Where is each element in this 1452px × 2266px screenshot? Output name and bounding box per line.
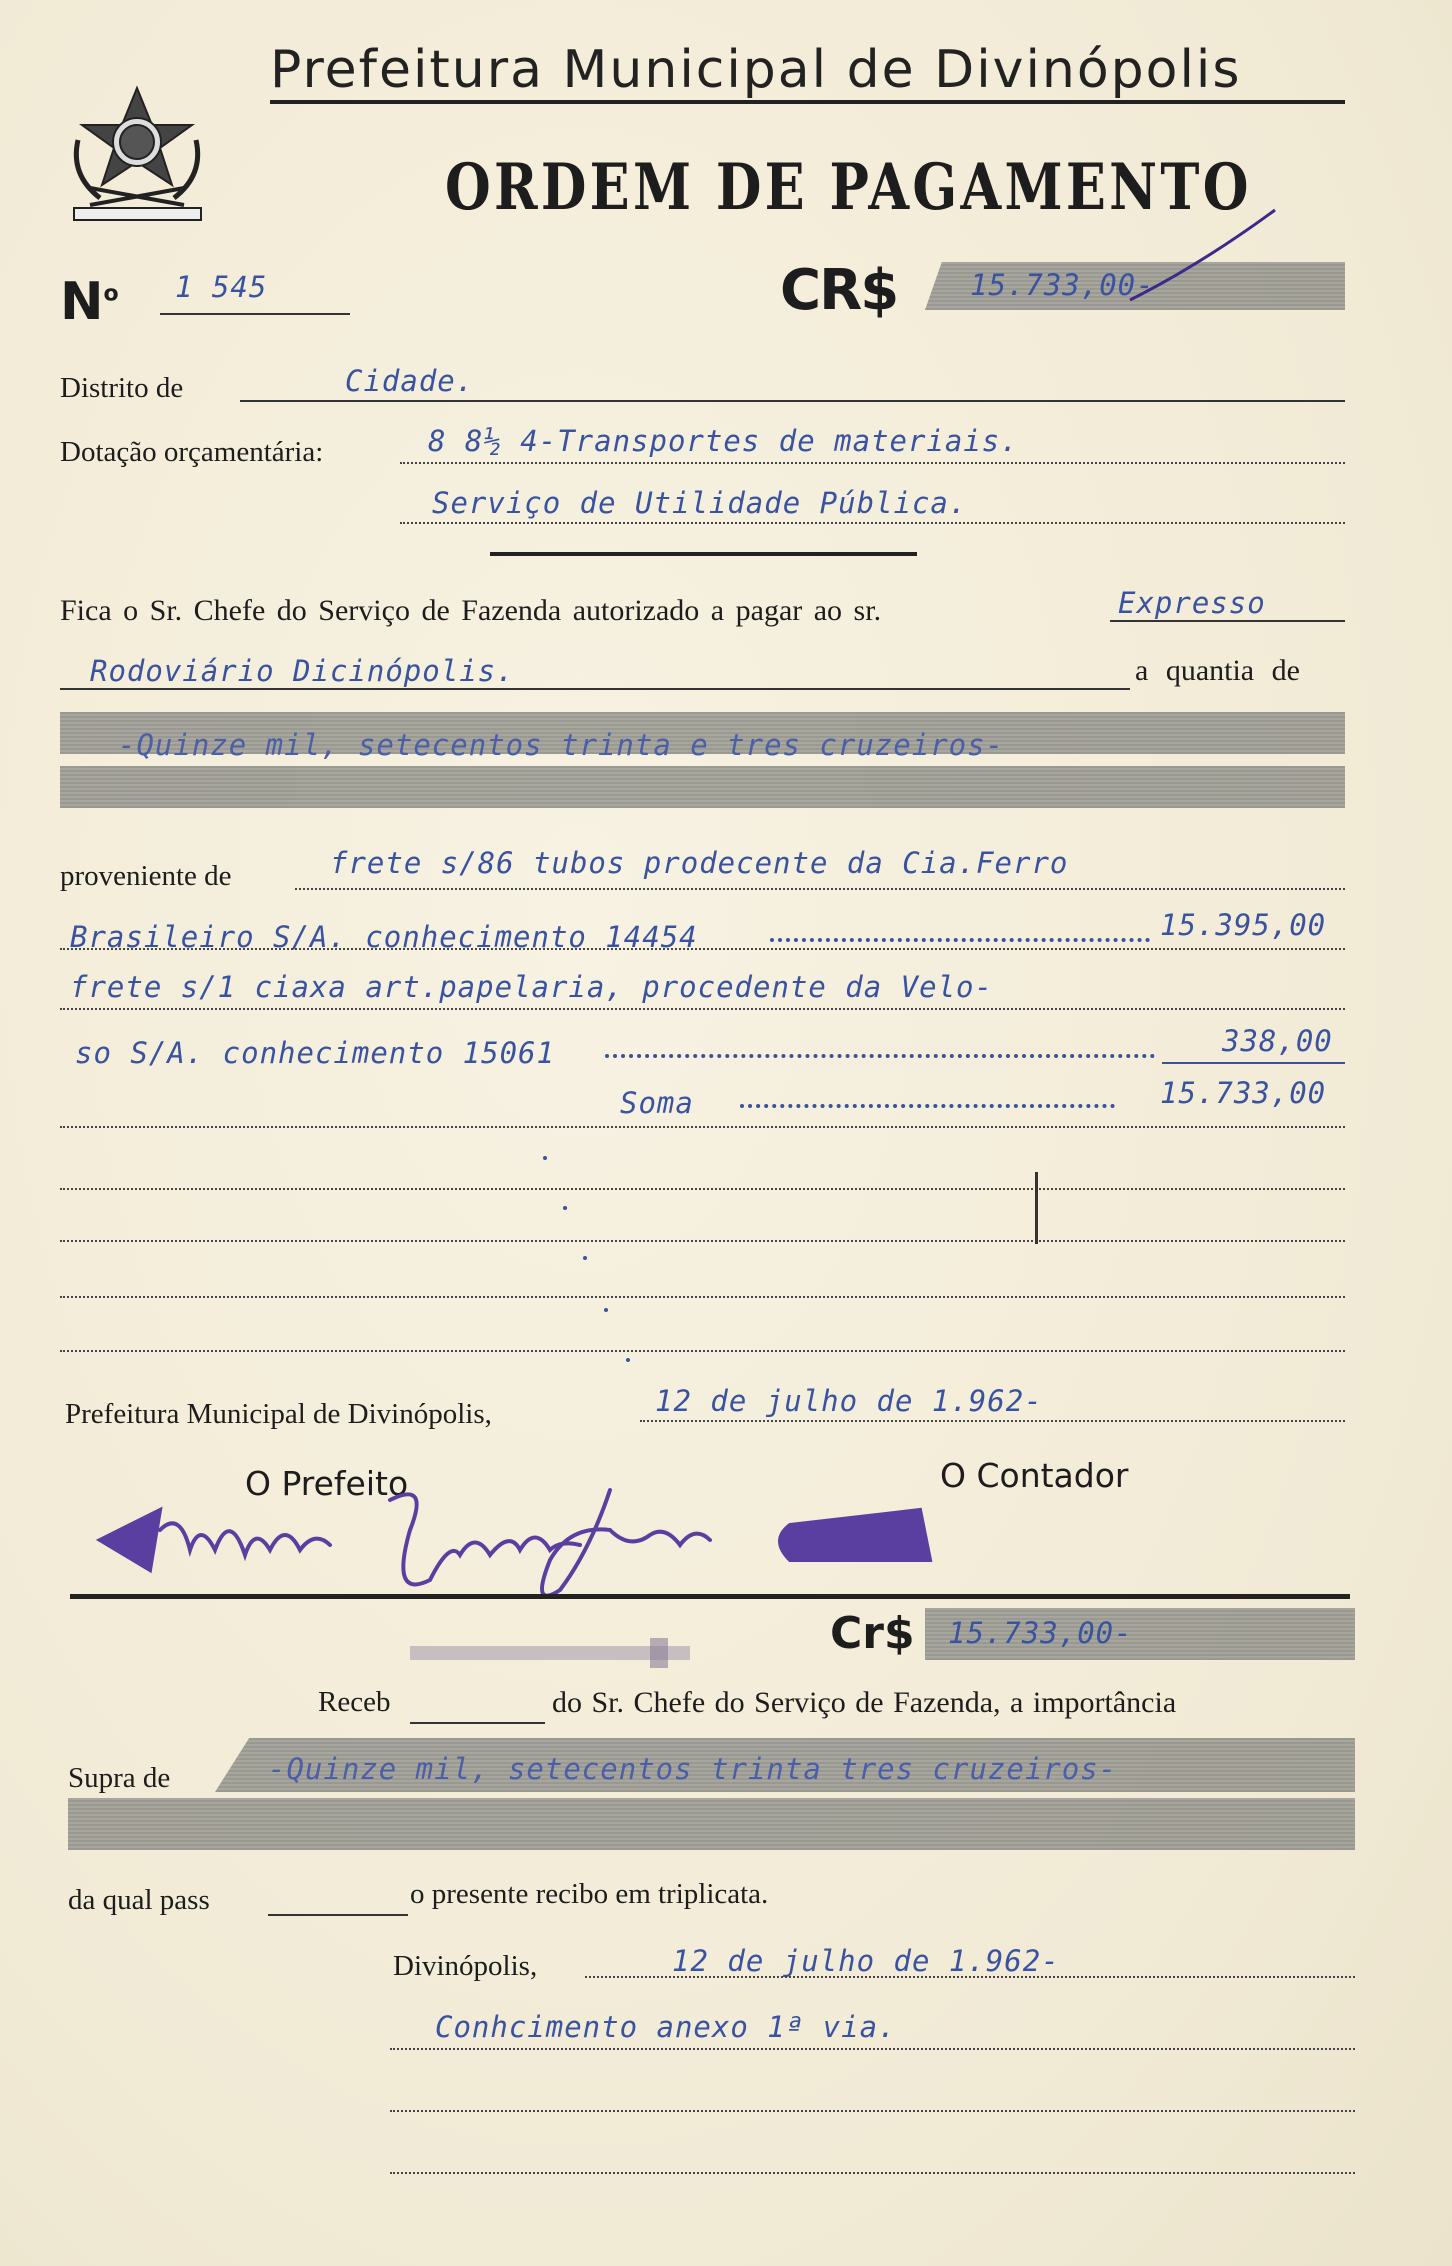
- blank-dotline-2: [60, 1240, 1345, 1242]
- currency-label: CR$: [780, 258, 898, 323]
- amount-words-band-2: [60, 766, 1345, 808]
- margin-mark: [543, 1156, 547, 1160]
- margin-mark: [626, 1358, 630, 1362]
- budget-label: Dotação orçamentária:: [60, 436, 324, 468]
- details-line-1: frete s/86 tubos prodecente da Cia.Ferro: [330, 846, 1069, 880]
- receipt-currency-label: Cr$: [830, 1608, 915, 1659]
- budget-dotline-2: [400, 522, 1345, 524]
- payee-part-1: Expresso: [1118, 586, 1266, 620]
- receb-label: Receb: [318, 1686, 391, 1718]
- supra-label: Supra de: [68, 1762, 171, 1794]
- receb-text: do Sr. Chefe do Serviço de Fazenda, a importância: [552, 1686, 1177, 1719]
- receb-underline: [410, 1722, 545, 1724]
- section-divider: [490, 552, 917, 556]
- district-underline: [240, 400, 1345, 402]
- document-title: ORDEM DE PAGAMENTO: [445, 150, 1252, 225]
- details-dotline-1: [295, 888, 1345, 890]
- details-line-4: so S/A. conhecimento 15061: [75, 1036, 555, 1070]
- payee-part-2: Rodoviário Dicinópolis.: [90, 654, 515, 688]
- check-mark: [1120, 205, 1280, 315]
- authorization-text: Fica o Sr. Chefe do Serviço de Fazenda autorizado a pagar ao sr.: [60, 594, 882, 627]
- accountant-label: O Contador: [940, 1456, 1129, 1495]
- payee-underline-2: [60, 688, 1130, 690]
- receipt-amount: 15.733,00-: [948, 1616, 1133, 1650]
- details-dotline-5: [60, 1126, 1345, 1128]
- signature-rule: [70, 1594, 1350, 1599]
- brazil-coat-of-arms-icon: [60, 80, 215, 230]
- sum-amount: 15.733,00: [1160, 1076, 1327, 1110]
- signature-date: 12 de julho de 1.962-: [655, 1384, 1043, 1418]
- details-line-2: Brasileiro S/A. conhecimento 14454: [70, 920, 698, 954]
- details-amount-2: 15.395,00: [1160, 908, 1327, 942]
- subtotal-underline: [1162, 1062, 1345, 1064]
- district-value: Cidade.: [345, 364, 475, 398]
- amount-in-words: -Quinze mil, setecentos trinta e tres cruzeiros-: [118, 728, 1005, 762]
- pencil-mark: [1035, 1172, 1038, 1244]
- number-label: $N^o$: [60, 272, 119, 332]
- receipt-dotline-1: [390, 2048, 1355, 2050]
- sum-label: Soma: [620, 1086, 694, 1120]
- signature-date-dotline: [640, 1420, 1345, 1422]
- details-dotline-2: [60, 948, 1345, 950]
- district-label: Distrito de: [60, 372, 184, 404]
- pass-label: da qual pass: [68, 1884, 210, 1916]
- margin-mark: [563, 1206, 567, 1210]
- sum-leader: [740, 1104, 1115, 1108]
- details-amount-4: 338,00: [1222, 1024, 1333, 1058]
- receipt-date: 12 de julho de 1.962-: [672, 1944, 1060, 1978]
- blank-dotline-1: [60, 1188, 1345, 1190]
- receipt-amount-words: -Quinze mil, setecentos trinta tres cruzeiros-: [268, 1752, 1118, 1786]
- faded-stamp: [410, 1638, 690, 1668]
- header-rule: [270, 100, 1345, 104]
- mayor-label: O Prefeito: [245, 1464, 409, 1503]
- margin-mark: [583, 1256, 587, 1260]
- receipt-date-dotline: [585, 1976, 1355, 1978]
- payee-underline-1: [1110, 620, 1345, 622]
- budget-line-1: 8 8½ 4-Transportes de materiais.: [428, 424, 1019, 458]
- receipt-dotline-3: [390, 2172, 1355, 2174]
- municipality-title: Prefeitura Municipal de Divinópolis: [270, 40, 1242, 100]
- details-dotline-3: [60, 1008, 1345, 1010]
- number-underline: [160, 313, 350, 315]
- details-leader-2: [770, 938, 1150, 942]
- details-leader-4: [605, 1054, 1155, 1058]
- blank-dotline-3: [60, 1296, 1345, 1298]
- pass-underline: [268, 1914, 408, 1916]
- details-label: proveniente de: [60, 860, 232, 892]
- quantia-label: a quantia de: [1135, 654, 1300, 687]
- receipt-dotline-2: [390, 2110, 1355, 2112]
- order-number: 1 545: [175, 270, 268, 304]
- blank-dotline-4: [60, 1350, 1345, 1352]
- pass-text: o presente recibo em triplicata.: [410, 1878, 769, 1910]
- signature-place-label: Prefeitura Municipal de Divinópolis,: [65, 1398, 492, 1430]
- budget-line-2: Serviço de Utilidade Pública.: [432, 486, 968, 520]
- margin-mark: [604, 1308, 608, 1312]
- supra-band-2: [68, 1798, 1355, 1850]
- receipt-note: Conhcimento anexo 1ª via.: [435, 2010, 897, 2044]
- details-line-3: frete s/1 ciaxa art.papelaria, procedente da Velo-: [70, 970, 993, 1004]
- receipt-place-label: Divinópolis,: [393, 1950, 538, 1982]
- order-amount: 15.733,00-: [970, 268, 1155, 302]
- budget-dotline-1: [400, 462, 1345, 464]
